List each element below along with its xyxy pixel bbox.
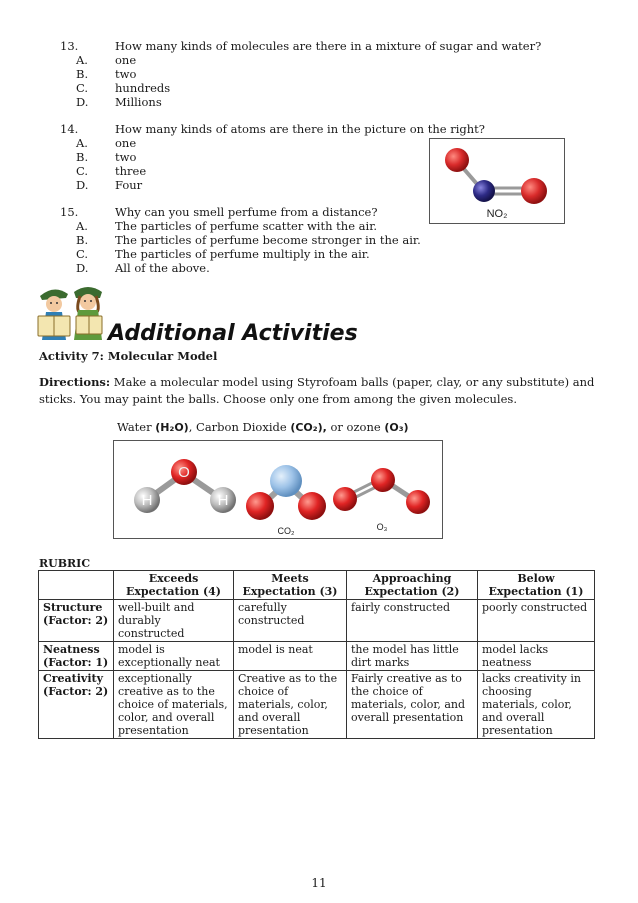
- option-text: All of the above.: [115, 261, 210, 275]
- option-letter: C.: [76, 81, 89, 95]
- option-letter: C.: [76, 164, 89, 178]
- rubric-criterion: Creativity (Factor: 2): [39, 671, 114, 739]
- option-text: two: [115, 150, 137, 164]
- option-letter: B.: [76, 150, 89, 164]
- option-letter: C.: [76, 247, 89, 261]
- rubric-table: [38, 570, 595, 739]
- water-h1-label: H: [141, 492, 153, 509]
- rubric-cell: well-built and durably constructed: [114, 600, 234, 642]
- rubric-cell: model is exceptionally neat: [114, 642, 234, 671]
- option-text: three: [115, 164, 147, 178]
- rubric-criterion: Neatness (Factor: 1): [39, 642, 114, 671]
- children-reading-illustration: [36, 282, 106, 344]
- rubric-cell: model is neat: [234, 642, 347, 671]
- option-letter: D.: [76, 261, 89, 275]
- rubric-criterion: Structure (Factor: 2): [39, 600, 114, 642]
- co2-label: CO₂: [277, 526, 295, 536]
- water-o-label: O: [178, 464, 190, 481]
- molecule-models-icon: [114, 441, 442, 538]
- question-number: 14.: [60, 122, 79, 136]
- question-text: How many kinds of atoms are there in the picture on the right?: [115, 122, 485, 136]
- question-text: How many kinds of molecules are there in a mixture of sugar and water?: [115, 39, 542, 53]
- rubric-cell: poorly constructed: [478, 600, 595, 642]
- molecule-choices: [117, 420, 409, 434]
- rubric-cell: carefully constructed: [234, 600, 347, 642]
- option-text: The particles of perfume multiply in the air.: [115, 247, 370, 261]
- activity-title: Activity 7: Molecular Model: [39, 349, 218, 363]
- co2-formula: (CO₂),: [290, 421, 327, 434]
- rubric-header-exceeds: Exceeds Expectation (4): [114, 571, 234, 600]
- option-letter: D.: [76, 95, 89, 109]
- option-letter: A.: [76, 136, 88, 150]
- ozone-formula: (O₃): [384, 421, 409, 434]
- option-text: Millions: [115, 95, 162, 109]
- option-letter: B.: [76, 67, 89, 81]
- rubric-cell: fairly constructed: [347, 600, 478, 642]
- rubric-header-approaching: Approaching Expectation (2): [347, 571, 478, 600]
- option-letter: A.: [76, 219, 88, 233]
- directions-label: Directions:: [39, 375, 111, 389]
- rubric-cell: lacks creativity in choosing materials, color, and overall presentation: [478, 671, 595, 739]
- page-number: 11: [311, 876, 327, 890]
- question-text: Why can you smell perfume from a distance?: [115, 205, 378, 219]
- option-text: The particles of perfume scatter with the air.: [115, 219, 378, 233]
- option-text: The particles of perfume become stronger in the air.: [115, 233, 421, 247]
- rubric-title: RUBRIC: [39, 557, 91, 570]
- o3-label: O₃: [376, 522, 388, 532]
- section-title: Additional Activities: [108, 321, 358, 346]
- rubric-header-meets: Meets Expectation (3): [234, 571, 347, 600]
- rubric-cell: the model has little dirt marks: [347, 642, 478, 671]
- option-text: hundreds: [115, 81, 171, 95]
- rubric-cell: Fairly creative as to the choice of materials, color, and overall presentation: [347, 671, 478, 739]
- table-row: [39, 642, 595, 671]
- option-letter: A.: [76, 53, 88, 67]
- rubric-cell: Creative as to the choice of materials, color, and overall presentation: [234, 671, 347, 739]
- no2-label: NO₂: [486, 208, 508, 220]
- water-h2-label: H: [217, 492, 229, 509]
- option-letter: B.: [76, 233, 89, 247]
- molecule-models-figure: [113, 440, 443, 539]
- rubric-cell: model lacks neatness: [478, 642, 595, 671]
- option-text: two: [115, 67, 137, 81]
- water-name: Water: [117, 420, 156, 434]
- rubric-header-criterion: [39, 571, 114, 600]
- rubric-cell: exceptionally creative as to the choice of materials, color, and overall presentation: [114, 671, 234, 739]
- option-text: one: [115, 53, 137, 67]
- option-letter: D.: [76, 178, 89, 192]
- question-number: 13.: [60, 39, 79, 53]
- table-row: [39, 671, 595, 739]
- question-number: 15.: [60, 205, 79, 219]
- directions-text: Make a molecular model using Styrofoam balls (paper, clay, or any substitute) and sticks. You may paint the balls. Choose only one from among the given molecules.: [39, 375, 595, 406]
- children-reading-icon: [36, 282, 106, 344]
- water-formula: (H₂O): [155, 421, 189, 434]
- rubric-header-row: [39, 571, 595, 600]
- directions-paragraph: [39, 374, 599, 408]
- rubric-header-below: Below Expectation (1): [478, 571, 595, 600]
- no2-molecule-icon: [430, 139, 564, 223]
- no2-molecule-figure: [429, 138, 565, 224]
- table-row: [39, 600, 595, 642]
- ozone-name: or ozone: [326, 420, 385, 434]
- option-text: one: [115, 136, 137, 150]
- co2-name: , Carbon Dioxide: [188, 420, 291, 434]
- option-text: Four: [115, 178, 143, 192]
